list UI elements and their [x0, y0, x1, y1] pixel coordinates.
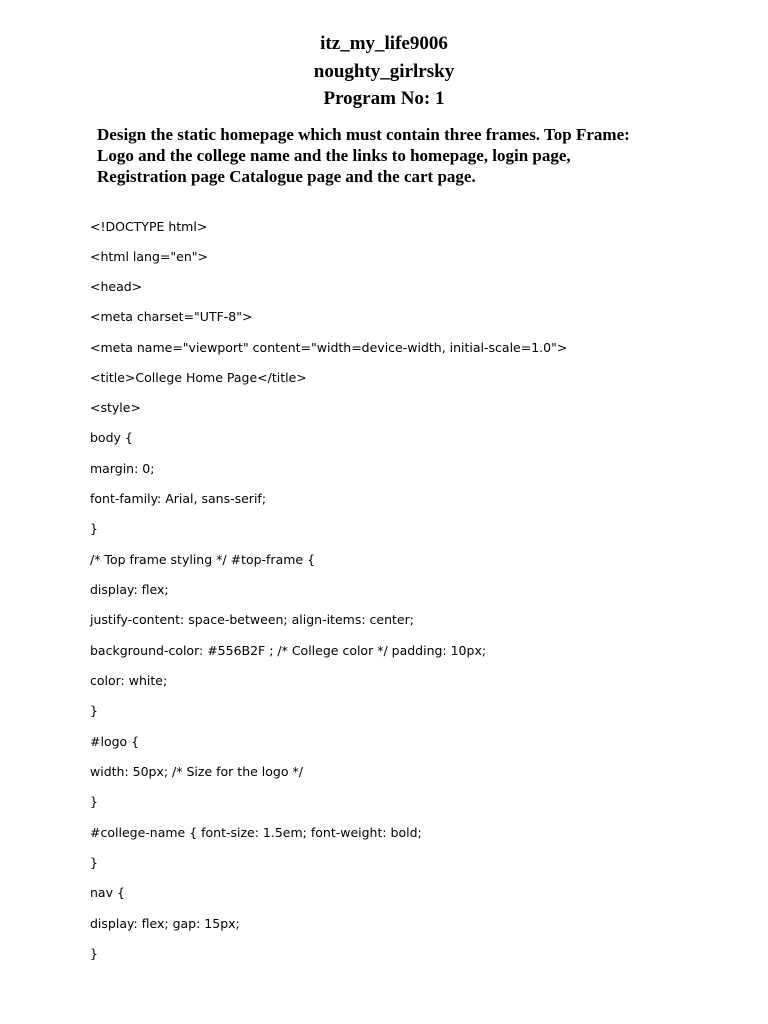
author-name-1: itz_my_life9006: [320, 33, 448, 54]
code-line: margin: 0;: [90, 461, 155, 476]
code-line: display: flex;: [90, 582, 169, 597]
code-line: display: flex; gap: 15px;: [90, 916, 240, 931]
task-line: Logo and the college name and the links to homepage, login page,: [97, 146, 571, 165]
code-line: }: [90, 521, 98, 536]
code-line: #logo {: [90, 734, 140, 749]
code-line: }: [90, 946, 98, 961]
code-line: <html lang="en">: [90, 249, 208, 264]
code-line: }: [90, 703, 98, 718]
task-line: Registration page Catalogue page and the cart page.: [97, 167, 476, 186]
code-line: <head>: [90, 279, 143, 294]
code-line: <style>: [90, 400, 141, 415]
code-line: /* Top frame styling */ #top-frame {: [90, 552, 316, 567]
task-description: [97, 124, 697, 187]
code-line: width: 50px; /* Size for the logo */: [90, 764, 303, 779]
code-line: #college-name { font-size: 1.5em; font-weight: bold;: [90, 825, 422, 840]
program-number: Program No: 1: [323, 88, 445, 109]
code-line: <!DOCTYPE html>: [90, 219, 208, 234]
code-line: color: white;: [90, 673, 168, 688]
code-line: font-family: Arial, sans-serif;: [90, 491, 267, 506]
code-line: nav {: [90, 885, 125, 900]
code-line: background-color: #556B2F ; /* College color */ padding: 10px;: [90, 643, 487, 658]
task-line: Design the static homepage which must contain three frames. Top Frame:: [97, 125, 630, 144]
code-line: justify-content: space-between; align-items: center;: [90, 612, 414, 627]
author-name-2: noughty_girlrsky: [313, 61, 455, 82]
code-line: <meta name="viewport" content="width=device-width, initial-scale=1.0">: [90, 340, 568, 355]
code-line: body {: [90, 430, 133, 445]
code-line: <meta charset="UTF-8">: [90, 309, 253, 324]
code-line: <title>College Home Page</title>: [90, 370, 307, 385]
code-line: }: [90, 794, 98, 809]
code-line: }: [90, 855, 98, 870]
